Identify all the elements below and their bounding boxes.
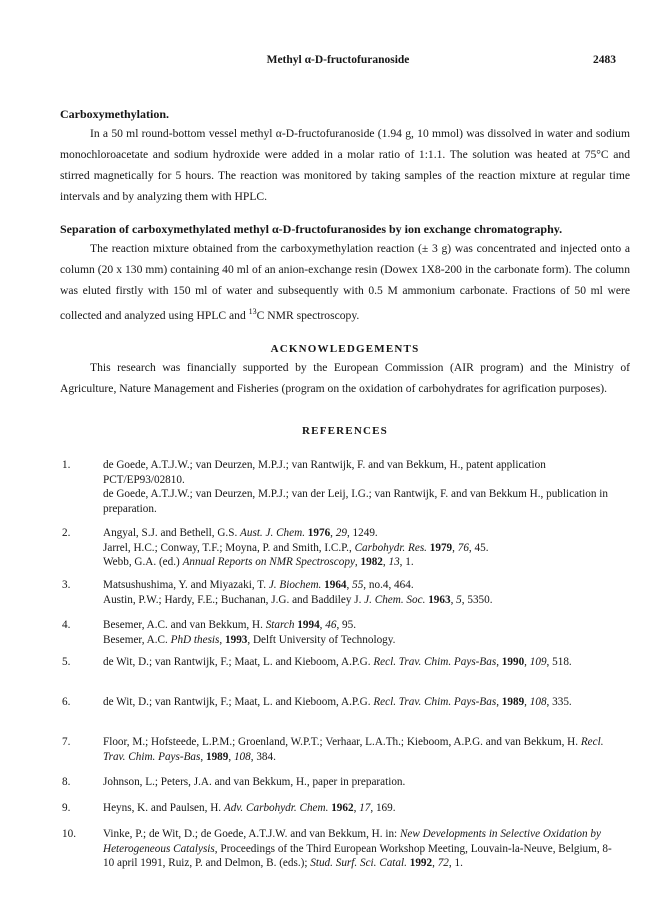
- isotope-superscript: 13: [248, 307, 257, 316]
- reference-citation: Besemer, A.C. and van Bekkum, H. Starch 1994, 46, 95.: [103, 619, 357, 631]
- reference-number: 3.: [62, 579, 71, 591]
- reference-body: [103, 695, 616, 710]
- paragraph-carboxymethylation-text: In a 50 ml round-bottom vessel methyl α-D-fructofuranoside (1.94 g, 10 mmol) was dissolved in water and sodium monochloroacetate and sodium hydroxide were added in a molar ratio of 1:1.1. The solution was heated at 75°C and stirred magnetically for 5 hours. The reaction was monitored by taking samples of the reaction mixture at regular time intervals and by analyzing them with HPLC.: [60, 127, 630, 203]
- reference-citation: Johnson, L.; Peters, J.A. and van Bekkum, H., paper in preparation.: [103, 776, 406, 788]
- references-heading: REFERENCES: [302, 425, 388, 437]
- reference-citation: de Wit, D.; van Rantwijk, F.; Maat, L. and Kieboom, A.P.G. Recl. Trav. Chim. Pays-Bas, 1989, 108, 335.: [103, 696, 572, 708]
- reference-body: [103, 801, 616, 816]
- reference-body: [103, 735, 616, 764]
- reference-number: 8.: [62, 776, 71, 788]
- section-title-separation: Separation of carboxymethylated methyl α-D-fructofuranosides by ion exchange chromatography.: [60, 222, 563, 236]
- reference-body: [103, 655, 616, 670]
- reference-body: [103, 618, 616, 647]
- reference-citation: Austin, P.W.; Hardy, F.E.; Buchanan, J.G. and Baddiley J. J. Chem. Soc. 1963, 5, 5350.: [103, 593, 493, 606]
- reference-citation: de Wit, D.; van Rantwijk, F.; Maat, L. and Kieboom, A.P.G. Recl. Trav. Chim. Pays-Bas, 1990, 109, 518.: [103, 656, 572, 668]
- reference-citation: Floor, M.; Hofsteede, L.P.M.; Groenland, W.P.T.; Verhaar, L.A.Th.; Kieboom, A.P.G. and van Bekkum, H. Recl. Trav. Chim. Pays-Bas, 1989, 108, 384.: [103, 736, 604, 763]
- page-header: [60, 54, 616, 70]
- paragraph-carboxymethylation: [60, 123, 630, 207]
- reference-citation: Jarrel, H.C.; Conway, T.F.; Moyna, P. and Smith, I.C.P., Carbohydr. Res. 1979, 76, 45.: [103, 541, 489, 554]
- reference-citation: Angyal, S.J. and Bethell, G.S. Aust. J. Chem. 1976, 29, 1249.: [103, 527, 378, 539]
- reference-citation: Webb, G.A. (ed.) Annual Reports on NMR Spectroscopy, 1982, 13, 1.: [103, 556, 414, 569]
- reference-citation: de Goede, A.T.J.W.; van Deurzen, M.P.J.; van Rantwijk, F. and van Bekkum, H., patent application PCT/EP93/02810.: [103, 459, 546, 486]
- paragraph-acknowledgements: [60, 357, 630, 399]
- reference-body: [103, 775, 616, 790]
- reference-body: [103, 526, 616, 570]
- reference-body: [103, 827, 616, 871]
- reference-number: 7.: [62, 736, 71, 748]
- reference-citation: Heyns, K. and Paulsen, H. Adv. Carbohydr. Chem. 1962, 17, 169.: [103, 802, 396, 814]
- paragraph-separation-text-end: C NMR spectroscopy.: [256, 308, 360, 322]
- reference-number: 10.: [62, 828, 76, 840]
- reference-number: 4.: [62, 619, 71, 631]
- reference-number: 2.: [62, 527, 71, 539]
- reference-body: [103, 458, 616, 516]
- acknowledgements-heading: ACKNOWLEDGEMENTS: [270, 343, 420, 355]
- reference-number: 6.: [62, 696, 71, 708]
- reference-citation: Besemer, A.C. PhD thesis, 1993, Delft University of Technology.: [103, 633, 396, 646]
- reference-citation: de Goede, A.T.J.W.; van Deurzen, M.P.J.; van der Leij, I.G.; van Rantwijk, F. and van Bekkum H., publication in preparation.: [103, 488, 608, 515]
- reference-citation: Matsushushima, Y. and Miyazaki, T. J. Biochem. 1964, 55, no.4, 464.: [103, 579, 414, 591]
- reference-number: 1.: [62, 459, 71, 471]
- running-title: Methyl α-D-fructofuranoside: [266, 54, 410, 66]
- reference-number: 5.: [62, 656, 71, 668]
- reference-citation: Vinke, P.; de Wit, D.; de Goede, A.T.J.W. and van Bekkum, H. in: New Developments in Selective Oxidation by Heterogeneous Catalysis, Proceedings of the Third European Workshop Meeting, Louvain-la-Neuve, Belgium, 8-10 april 1991, Ruiz, P. and Delmon, B. (eds.); Stud. Surf. Sci. Catal. 1992, 72, 1.: [103, 828, 612, 870]
- paragraph-separation-text: The reaction mixture obtained from the carboxymethylation reaction (± 3 g) was concentrated and injected onto a column (20 x 130 mm) containing 40 ml of an anion-exchange resin (Dowex 1X8-200 in the carbonate form). The column was eluted firstly with 150 ml of water and subsequently with 0.5 M ammonium carbonate. Fractions of 50 ml were collected and analyzed using HPLC and: [60, 242, 630, 322]
- reference-number: 9.: [62, 802, 71, 814]
- paragraph-separation: [60, 238, 630, 326]
- reference-body: [103, 578, 616, 607]
- paragraph-acknowledgements-text: This research was financially supported by the European Commission (AIR program) and the Ministry of Agriculture, Nature Management and Fisheries (program on the oxidation of carbohydrates for agrification purposes).: [60, 361, 630, 395]
- section-title-carboxymethylation: Carboxymethylation.: [60, 107, 169, 121]
- page-number: 2483: [593, 54, 616, 66]
